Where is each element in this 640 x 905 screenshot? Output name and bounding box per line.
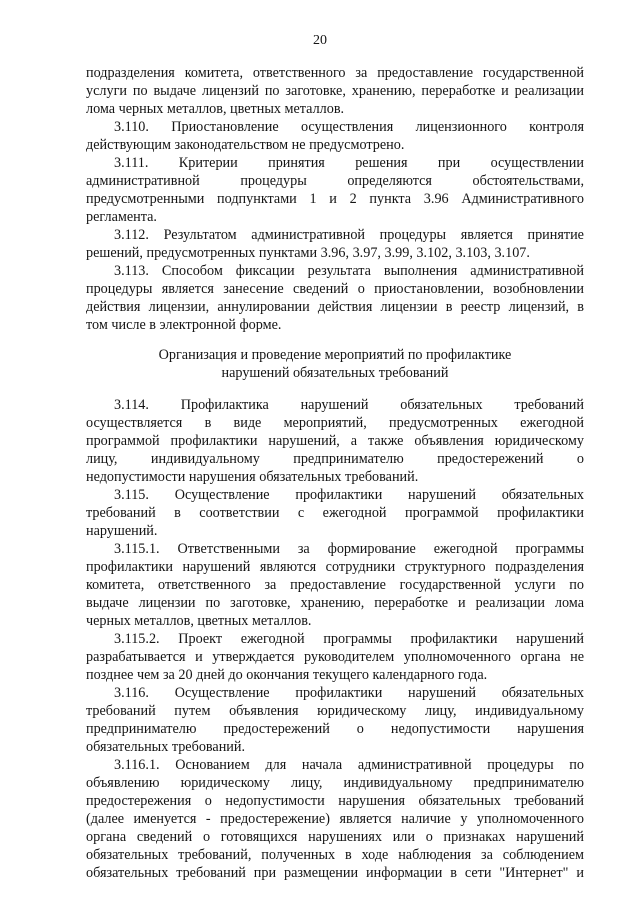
page-number: 20 [313,33,327,48]
text-line: 3.115. Осуществление профилактики нарушений обязательных [114,487,584,503]
text-line: 3.111. Критерии принятия решения при осуществлении [114,155,584,171]
text-line: требований путем объявления юридическому лицу, индивидуальному [86,703,584,719]
text-line: подразделения комитета, ответственного за предоставление государственной [86,65,584,81]
text-line: органа сведений о готовящихся нарушениях или о признаках нарушений [86,829,584,845]
text-line: обязательных требований, полученных в ходе наблюдения за соблюдением [86,847,584,863]
text-line: процедуры является занесение сведений о приостановлении, возобновлении [86,281,584,297]
text-line: 3.115.1. Ответственными за формирование ежегодной программы [114,541,584,557]
text-line: административной процедуры определяются обстоятельствами, [86,173,584,189]
text-line: недопустимости нарушения обязательных требований. [86,469,419,485]
text-line: обязательных требований. [86,739,246,755]
section-heading-line: нарушений обязательных требований [221,365,449,381]
text-line: 3.112. Результатом административной процедуры является принятие [114,227,584,243]
text-line: том числе в электронной форме. [86,317,282,333]
text-line: нарушений. [86,523,158,539]
text-line: лома черных металлов, цветных металлов. [86,101,345,117]
text-line: 3.114. Профилактика нарушений обязательных требований [114,397,584,413]
text-line: 3.110. Приостановление осуществления лицензионного контроля [114,119,584,135]
text-line: объявлению юридическому лицу, индивидуальному предпринимателю [86,775,584,791]
text-line: лицу, индивидуальному предпринимателю предостережений о [86,451,584,467]
text-line: услуги по выдаче лицензий по заготовке, хранению, переработке и реализации [86,83,584,99]
text-line: комитета, ответственного за предоставление государственной услуги по [86,577,584,593]
text-line: требований в соответствии с ежегодной программой профилактики [86,505,584,521]
text-line: программой профилактики нарушений, а также объявления юридическому [86,433,584,449]
text-line: предусмотренными подпунктами 1 и 2 пункта 3.96 Административного [86,191,584,207]
text-line: предпринимателю предостережений о недопустимости нарушения [86,721,584,737]
text-line: решений, предусмотренных пунктами 3.96, 3.97, 3.99, 3.102, 3.103, 3.107. [86,245,530,261]
text-line: обязательных требований при размещении информации в сети "Интернет" и [86,865,584,881]
text-line: разрабатывается и утверждается руководителем уполномоченного органа не [86,649,584,665]
text-line: черных металлов, цветных металлов. [86,613,312,629]
text-line: предостережения о недопустимости нарушения обязательных требований [86,793,584,809]
text-line: действия лицензии, аннулировании действия лицензии в реестр лицензий, в [86,299,584,315]
text-line: действующим законодательством не предусмотрено. [86,137,405,153]
text-line: 3.116. Осуществление профилактики нарушений обязательных [114,685,584,701]
section-heading-line: Организация и проведение мероприятий по профилактике [158,347,512,363]
text-line: осуществляется в виде мероприятий, предусмотренных ежегодной [86,415,584,431]
text-line: профилактики нарушений являются сотрудники структурного подразделения [86,559,584,575]
text-line: 3.115.2. Проект ежегодной программы профилактики нарушений [114,631,584,647]
text-line: позднее чем за 20 дней до окончания текущего календарного года. [86,667,488,683]
text-line: регламента. [86,209,157,225]
text-line: 3.116.1. Основанием для начала административной процедуры по [114,757,584,773]
text-line: 3.113. Способом фиксации результата выполнения административной [114,263,584,279]
text-line: (далее именуется - предостережение) является наличие у уполномоченного [86,811,584,827]
text-line: выдаче лицензии по заготовке, хранению, переработке и реализации лома [86,595,584,611]
